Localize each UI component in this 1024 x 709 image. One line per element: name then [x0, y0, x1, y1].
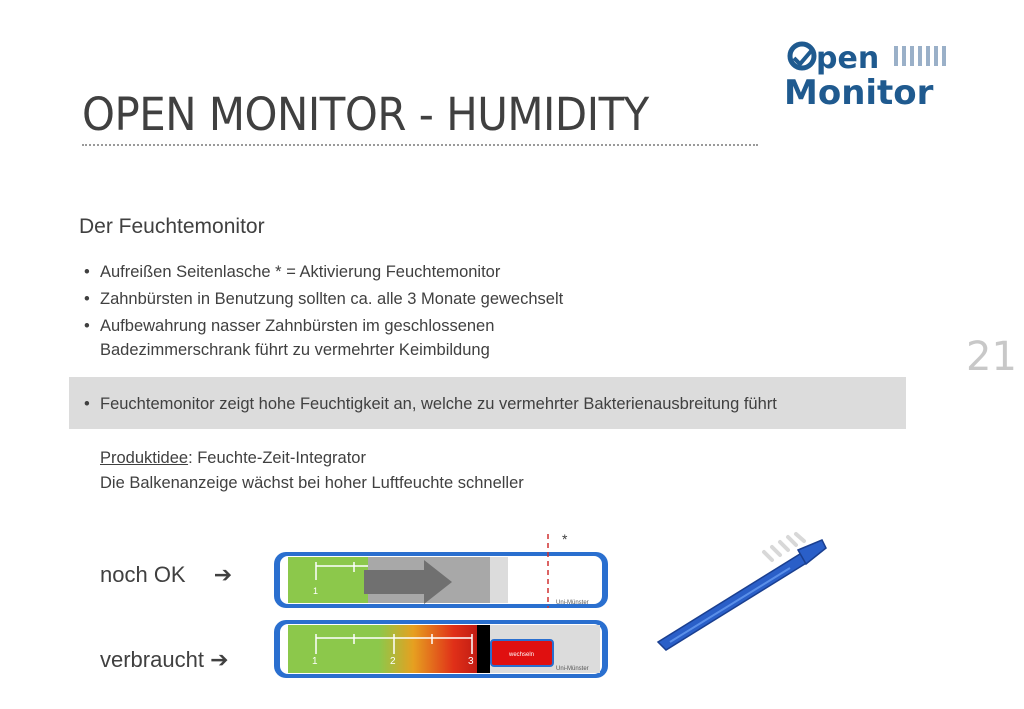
label-text: noch OK — [100, 562, 186, 587]
bullet-text: Feuchtemonitor zeigt hohe Feuchtigkeit an, welche zu vermehrter Bakterienausbreitung führt — [100, 395, 777, 413]
title-divider — [82, 144, 758, 146]
indicator-used — [272, 618, 612, 680]
bullet-item — [84, 260, 501, 284]
product-idea — [100, 446, 524, 496]
scale-label: 3 — [468, 656, 474, 667]
bullet-text: Aufreißen Seitenlasche * = Aktivierung Feuchtemonitor — [100, 263, 501, 281]
open-monitor-logo — [782, 38, 982, 110]
tear-marker: * — [562, 531, 568, 547]
toothbrush-icon — [650, 530, 830, 655]
indicator-end — [477, 625, 490, 673]
indicator-fill — [288, 557, 368, 603]
bullet-text: Aufbewahrung nasser Zahnbürsten im geschlossenen — [100, 317, 495, 335]
page-title: OPEN MONITOR - HUMIDITY — [82, 88, 649, 141]
replace-indicator-text: wechseln — [509, 652, 535, 658]
page-number: 21 — [966, 334, 1017, 380]
bullet-text: Zahnbürsten in Benutzung sollten ca. alle 3 Monate gewechselt — [100, 290, 564, 308]
label-verbraucht — [100, 647, 229, 673]
indicator-ok — [272, 530, 612, 610]
label-text: verbraucht — [100, 647, 204, 672]
scale-label: 2 — [390, 656, 396, 667]
bullet-dot: • — [84, 290, 90, 308]
scale-label: 1 — [312, 656, 318, 667]
product-idea-text: : Feuchte-Zeit-Integrator — [188, 449, 366, 467]
indicator-fill — [288, 625, 490, 673]
arrow-right-icon: ➔ — [210, 647, 229, 672]
product-idea-line2: Die Balkenanzeige wächst bei hoher Luftfeuchte schneller — [100, 474, 524, 492]
brand-text: Uni-Münster — [556, 666, 589, 672]
bullet-dot: • — [84, 395, 90, 413]
bullet-item-highlight — [84, 392, 777, 416]
bullet-dot: • — [84, 317, 90, 335]
bullet-item — [84, 314, 495, 338]
bullet-continuation — [100, 338, 490, 362]
svg-text:pen: pen — [816, 41, 880, 76]
bullet-dot: • — [84, 263, 90, 281]
label-noch-ok — [100, 562, 232, 588]
bullet-text: Badezimmerschrank führt zu vermehrter Keimbildung — [100, 341, 490, 359]
section-subtitle: Der Feuchtemonitor — [79, 215, 265, 238]
brand-text: Uni-Münster — [556, 600, 589, 606]
bullet-item — [84, 287, 564, 311]
product-idea-label: Produktidee — [100, 449, 189, 467]
svg-text:Monitor: Monitor — [784, 73, 934, 110]
scale-label: 1 — [313, 586, 319, 596]
arrow-right-icon: ➔ — [213, 562, 233, 587]
